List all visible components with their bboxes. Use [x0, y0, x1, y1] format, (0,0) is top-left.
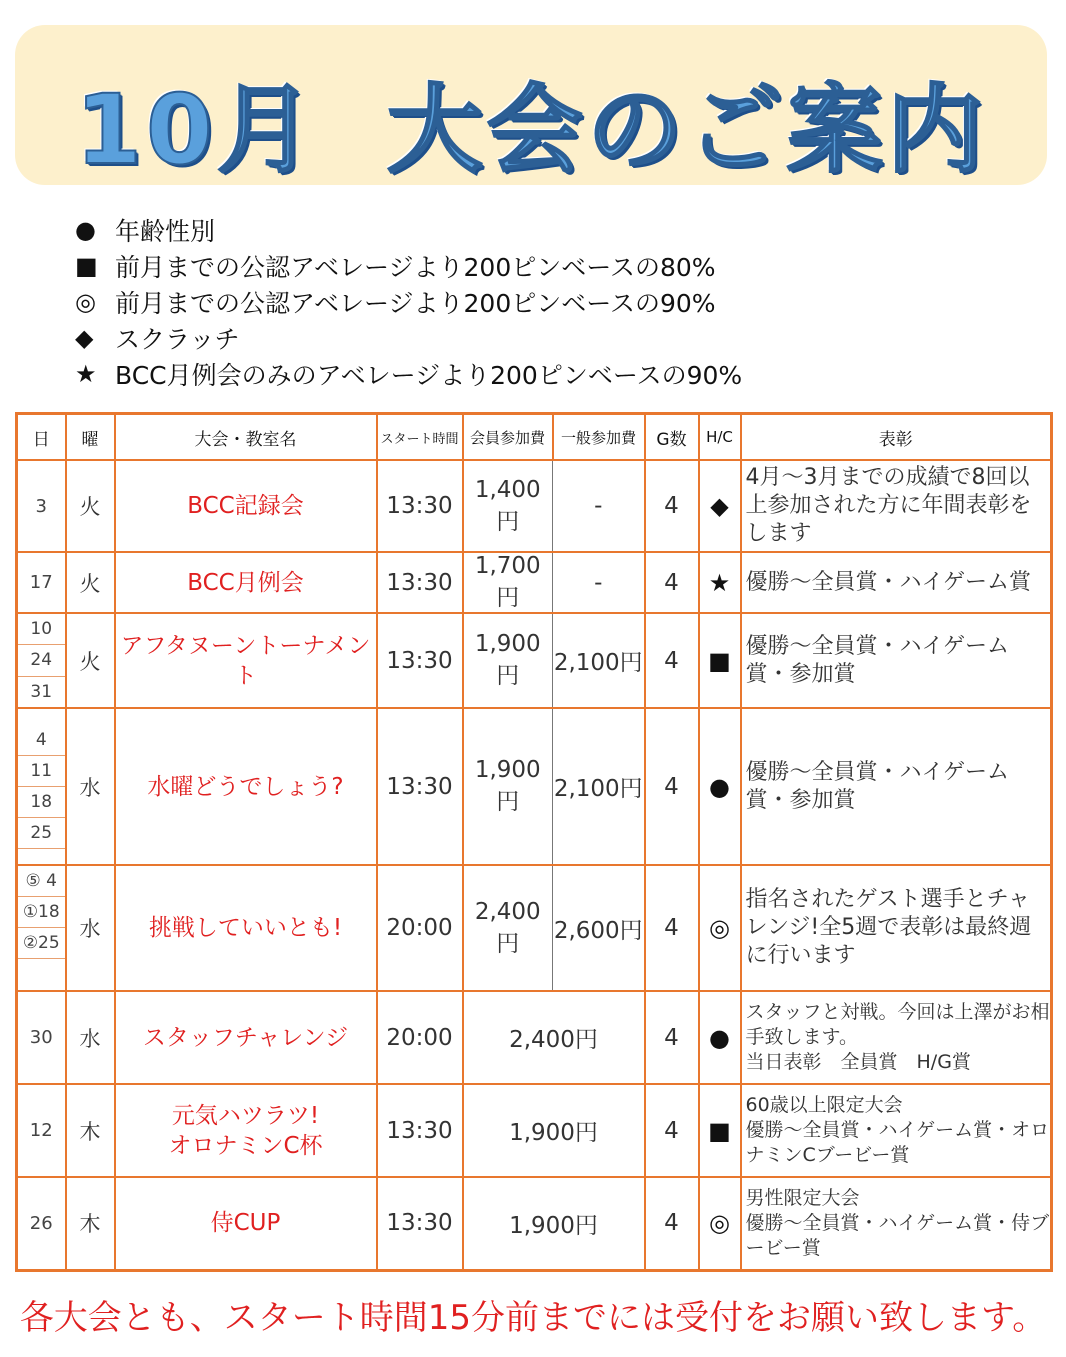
row-date: 10 [18, 614, 65, 645]
row-award [741, 991, 1052, 1084]
row-date: ②25 [18, 928, 65, 959]
row-award: 優勝～全員賞・ハイゲーム賞・参加賞 [741, 613, 1052, 708]
row-start: 13:30 [377, 708, 463, 865]
row-general-fee: 2,100円 [553, 708, 645, 865]
row-name: アフタヌーントーナメント [115, 613, 377, 708]
row-games: 4 [645, 552, 699, 613]
title-text: 大会のご案内 [386, 74, 987, 186]
legend-text: スクラッチ [115, 325, 240, 354]
header-member-fee: 会員参加費 [463, 414, 553, 461]
page-title [15, 75, 1047, 185]
row-member-fee: 1,900円 [463, 708, 553, 865]
reception-notice: 各大会とも、スタート時間15分前までには受付をお願い致します。 [19, 1298, 1047, 1338]
double-circle-icon: ◎ [699, 1177, 741, 1270]
row-member-fee: 1,900円 [463, 613, 553, 708]
table-row [17, 1084, 1052, 1177]
legend-item [75, 212, 875, 248]
legend-item [75, 248, 875, 284]
row-fee: 1,900円 [463, 1177, 645, 1270]
row-date: 25 [18, 818, 65, 849]
diamond-icon: ◆ [699, 460, 741, 552]
row-games: 4 [645, 1177, 699, 1270]
legend-item [75, 320, 875, 356]
circle-icon: ● [75, 216, 96, 244]
row-day: 火 [66, 552, 115, 613]
row-name: BCC記録会 [115, 460, 377, 552]
table-row [17, 1177, 1052, 1270]
row-fee: 1,900円 [463, 1084, 645, 1177]
award-line: 優勝～全員賞・ハイゲーム賞・オロナミンCブービー賞 [745, 1119, 1050, 1166]
row-date: 30 [17, 991, 66, 1084]
row-date: 24 [18, 645, 65, 676]
award-line: スタッフと対戦。今回は上澤がお相手致します。 [745, 1001, 1050, 1048]
row-name [115, 1084, 377, 1177]
row-general-fee: - [553, 460, 645, 552]
row-date: 18 [18, 787, 65, 818]
row-day: 火 [66, 460, 115, 552]
row-award: 優勝～全員賞・ハイゲーム賞 [741, 552, 1052, 613]
table-row [17, 552, 1052, 613]
award-line: 優勝～全員賞・ハイゲーム賞・侍ブービー賞 [745, 1211, 1050, 1259]
table-row [17, 613, 1052, 708]
row-award [741, 1084, 1052, 1177]
legend-item [75, 356, 875, 392]
row-date: 11 [18, 756, 65, 787]
double-circle-icon: ◎ [699, 865, 741, 991]
row-date: 17 [17, 552, 66, 613]
circle-icon: ● [699, 991, 741, 1084]
name-line: 元気ハツラツ! [171, 1102, 320, 1129]
header-games: G数 [645, 414, 699, 461]
row-date: 4 [18, 725, 65, 756]
header-name: 大会・教室名 [115, 414, 377, 461]
title-banner [15, 25, 1047, 185]
row-general-fee: - [553, 552, 645, 613]
row-name: 水曜どうでしょう? [115, 708, 377, 865]
table-row [17, 865, 1052, 991]
row-dates [17, 708, 66, 865]
square-icon: ■ [699, 1084, 741, 1177]
header-day: 曜 [66, 414, 115, 461]
row-general-fee: 2,100円 [553, 613, 645, 708]
row-start: 13:30 [377, 1084, 463, 1177]
star-icon: ★ [699, 552, 741, 613]
row-day: 水 [66, 865, 115, 991]
row-award: 指名されたゲスト選手とチャレンジ!全5週で表彰は最終週に行います [741, 865, 1052, 991]
legend-text: 年齢性別 [115, 217, 216, 246]
header-date: 日 [17, 414, 66, 461]
row-member-fee: 1,400円 [463, 460, 553, 552]
row-date: 12 [17, 1084, 66, 1177]
diamond-icon: ◆ [75, 324, 94, 352]
row-date: ①18 [18, 897, 65, 928]
row-day: 火 [66, 613, 115, 708]
star-icon: ★ [75, 360, 97, 388]
table-row [17, 708, 1052, 865]
row-name: 挑戦していいとも! [115, 865, 377, 991]
row-fee: 2,400円 [463, 991, 645, 1084]
title-month: 10月 [75, 74, 317, 186]
header-start: スタート時間 [377, 414, 463, 461]
legend-text: 前月までの公認アベレージより200ピンベースの90% [115, 289, 716, 318]
row-date: 31 [30, 681, 53, 702]
row-games: 4 [645, 865, 699, 991]
row-award [741, 1177, 1052, 1270]
table-header-row [17, 414, 1052, 461]
row-start: 13:30 [377, 552, 463, 613]
row-dates [17, 613, 66, 708]
award-line: 60歳以上限定大会 [745, 1094, 903, 1116]
row-award: 4月～3月までの成績で8回以上参加された方に年間表彰をします [741, 460, 1052, 552]
row-start: 13:30 [377, 460, 463, 552]
row-general-fee: 2,600円 [553, 865, 645, 991]
row-member-fee: 2,400円 [463, 865, 553, 991]
name-line: オロナミンC杯 [168, 1132, 323, 1159]
row-name: スタッフチャレンジ [115, 991, 377, 1084]
table-row [17, 460, 1052, 552]
table-row [17, 991, 1052, 1084]
row-date: 3 [17, 460, 66, 552]
row-day: 木 [66, 1084, 115, 1177]
row-games: 4 [645, 708, 699, 865]
row-start: 20:00 [377, 991, 463, 1084]
row-start: 13:30 [377, 613, 463, 708]
row-games: 4 [645, 1084, 699, 1177]
handicap-legend [75, 212, 875, 392]
row-start: 20:00 [377, 865, 463, 991]
row-day: 水 [66, 991, 115, 1084]
row-games: 4 [645, 460, 699, 552]
legend-text: 前月までの公認アベレージより200ピンベースの80% [115, 253, 716, 282]
header-hc: H/C [699, 414, 741, 461]
row-date: 26 [17, 1177, 66, 1270]
row-games: 4 [645, 613, 699, 708]
header-award: 表彰 [741, 414, 1052, 461]
row-name: 侍CUP [115, 1177, 377, 1270]
row-award: 優勝～全員賞・ハイゲーム賞・参加賞 [741, 708, 1052, 865]
square-icon: ■ [75, 252, 98, 280]
legend-text: BCC月例会のみのアベレージより200ピンベースの90% [115, 361, 743, 390]
row-games: 4 [645, 991, 699, 1084]
row-name: BCC月例会 [115, 552, 377, 613]
double-circle-icon: ◎ [75, 288, 96, 316]
row-date: ⑤ 4 [18, 866, 65, 897]
circle-icon: ● [699, 708, 741, 865]
award-line: 男性限定大会 [745, 1186, 860, 1209]
award-line: 当日表彰 全員賞 H/G賞 [745, 1051, 971, 1073]
row-member-fee: 1,700円 [463, 552, 553, 613]
legend-item [75, 284, 875, 320]
header-general-fee: 一般参加費 [553, 414, 645, 461]
row-day: 木 [66, 1177, 115, 1270]
tournament-schedule-table [15, 412, 1053, 1272]
row-dates [17, 865, 66, 991]
square-icon: ■ [699, 613, 741, 708]
row-day: 水 [66, 708, 115, 865]
row-start: 13:30 [377, 1177, 463, 1270]
